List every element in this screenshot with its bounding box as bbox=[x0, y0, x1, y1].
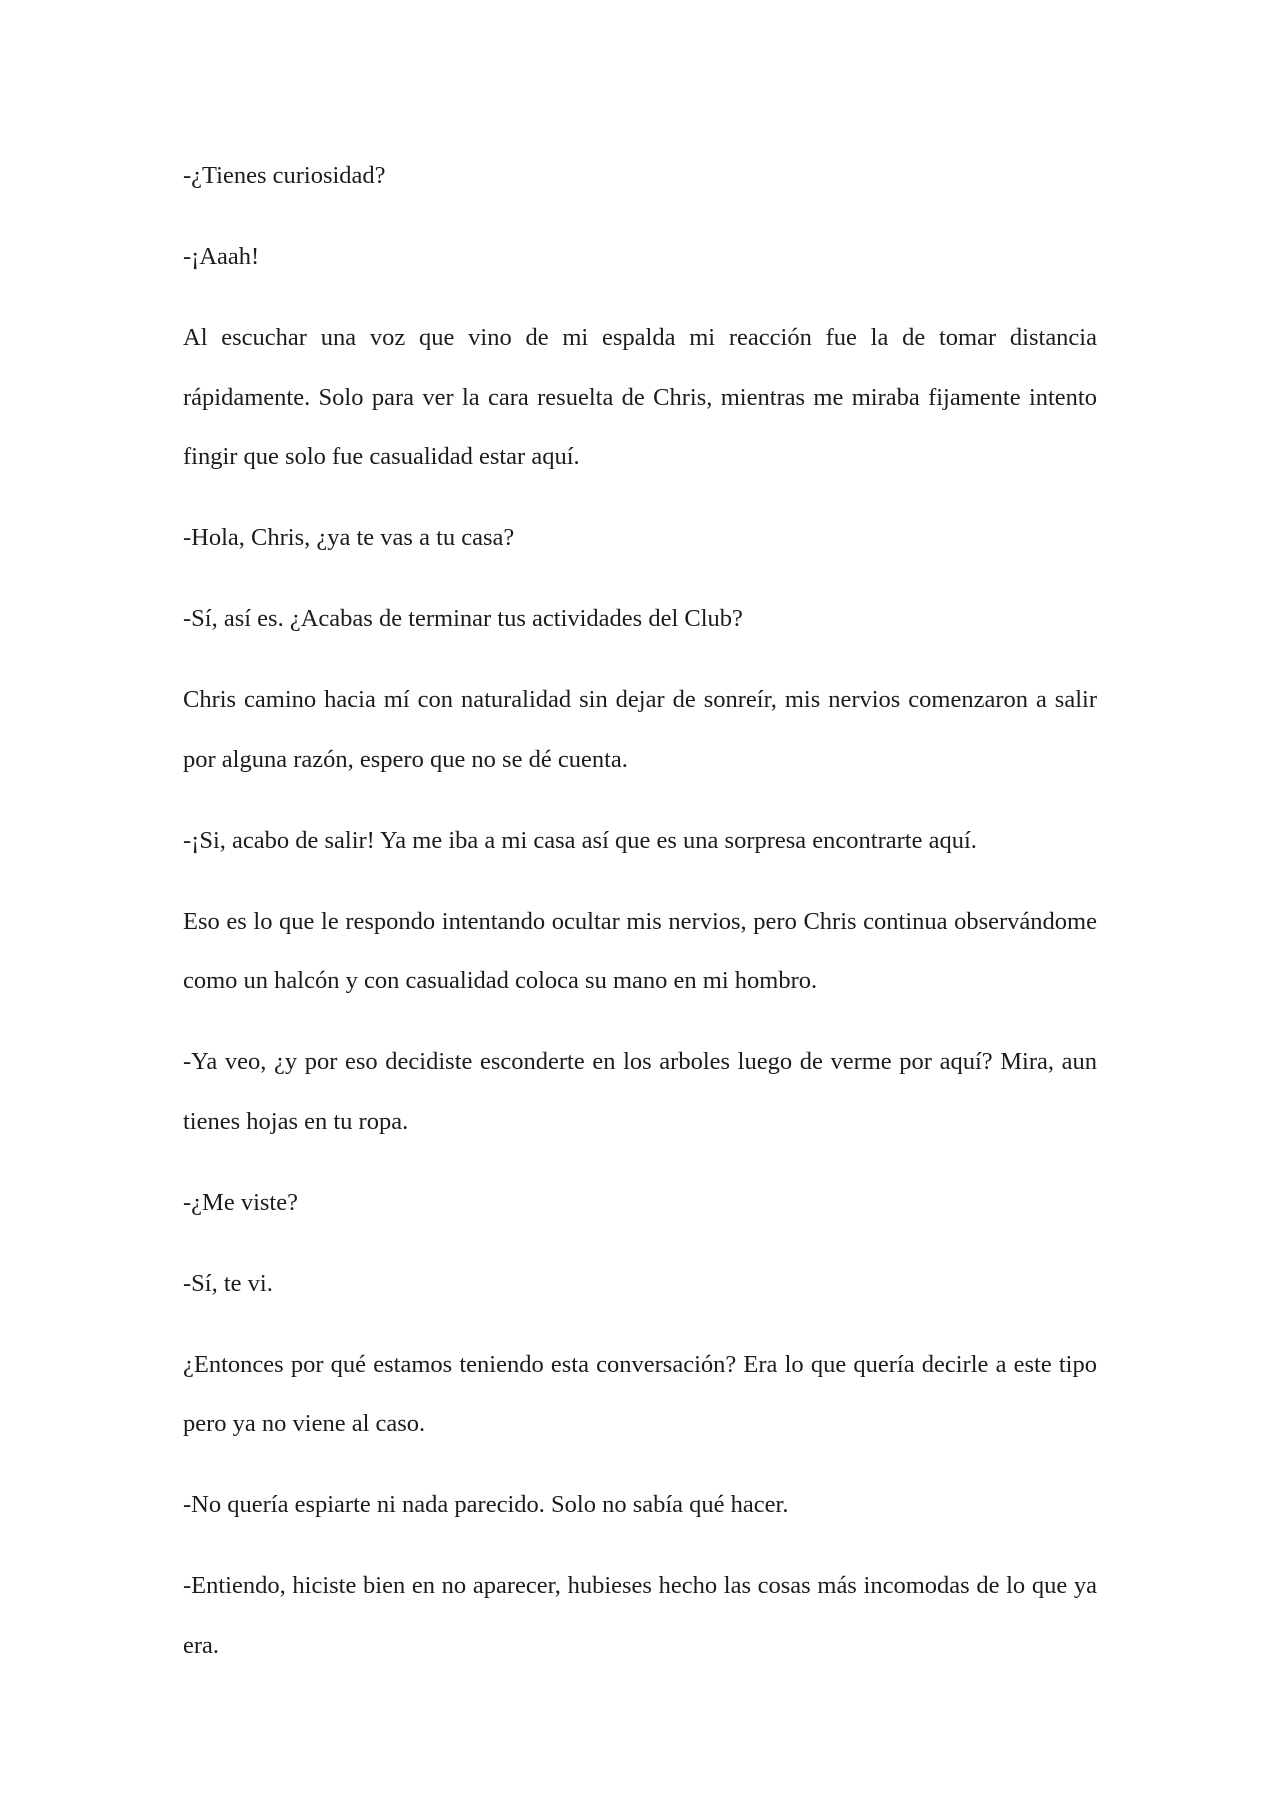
paragraph: -Sí, así es. ¿Acabas de terminar tus actividades del Club? bbox=[183, 605, 743, 632]
paragraph: -¡Si, acabo de salir! Ya me iba a mi casa así que es una sorpresa encontrarte aquí. bbox=[183, 826, 977, 854]
document-body bbox=[183, 146, 1097, 1697]
paragraph: ¿Entonces por qué estamos teniendo esta conversación? Era lo que quería decirle a este tipo pero ya no viene al caso. bbox=[183, 1350, 1097, 1437]
paragraph: -No quería espiarte ni nada parecido. Solo no sabía qué hacer. bbox=[183, 1491, 789, 1518]
paragraph: -Ya veo, ¿y por eso decidiste esconderte en los arboles luego de verme por aquí? Mira, aun tienes hojas en tu ropa. bbox=[183, 1048, 1097, 1135]
paragraph: -¿Tienes curiosidad? bbox=[183, 162, 386, 189]
paragraph: -Sí, te vi. bbox=[183, 1269, 273, 1297]
paragraph: -¡Aaah! bbox=[183, 243, 260, 270]
paragraph: Eso es lo que le respondo intentando ocultar mis nervios, pero Chris continua observándome como un halcón y con casualidad coloca su mano en mi hombro. bbox=[183, 907, 1097, 994]
paragraph: Al escuchar una voz que vino de mi espalda mi reacción fue la de tomar distancia rápidamente. Solo para ver la cara resuelta de Chris, mientras me miraba fijamente intento fingir que solo fue casualidad estar aquí. bbox=[183, 324, 1097, 470]
paragraph: -¿Me viste? bbox=[183, 1188, 298, 1216]
paragraph: -Hola, Chris, ¿ya te vas a tu casa? bbox=[183, 524, 515, 551]
paragraph: -Entiendo, hiciste bien en no aparecer, hubieses hecho las cosas más incomodas de lo que ya era. bbox=[183, 1572, 1097, 1659]
paragraph: Chris camino hacia mí con naturalidad sin dejar de sonreír, mis nervios comenzaron a salir por alguna razón, espero que no se dé cuenta. bbox=[183, 686, 1097, 773]
